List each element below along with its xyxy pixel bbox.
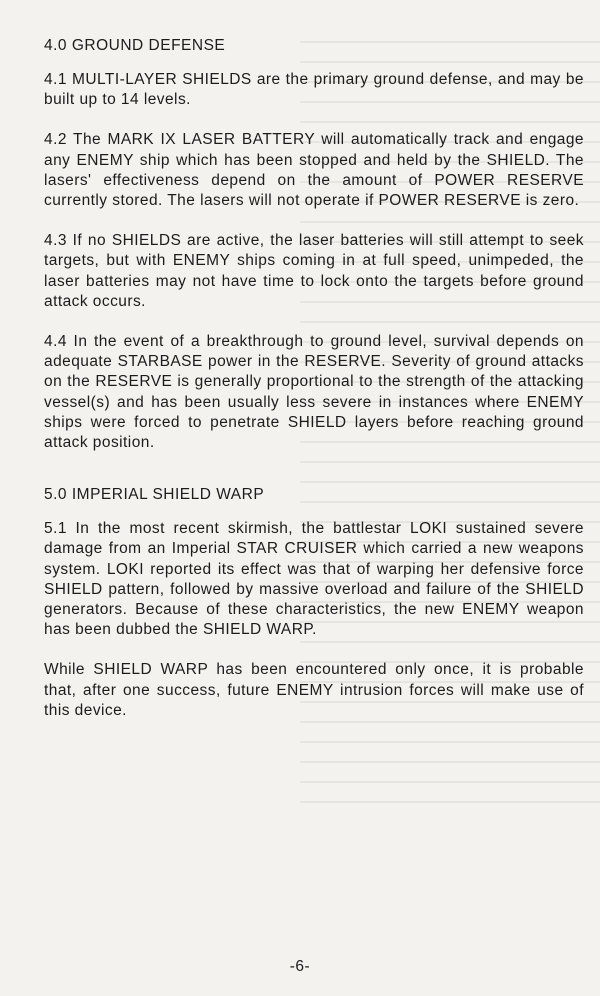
paragraph-5-1: 5.1 In the most recent skirmish, the battlestar LOKI sustained severe damage from an Imperial STAR CRUISER which carried a new weapons system. LOKI reported its effect was that of warping her defensive force SHIELD pattern, followed by massive overload and failure of the SHIELD generators. Because of these characteristics, the new ENEMY weapon has been dubbed the SHIELD WARP.	[44, 520, 584, 639]
section-heading-imperial-shield-warp: 5.0 IMPERIAL SHIELD WARP	[44, 486, 265, 504]
paragraph-4-3: 4.3 If no SHIELDS are active, the laser batteries will still attempt to seek targets, but with ENEMY ships coming in at full speed, unimpeded, the laser batteries may not have time to lock onto the targets before ground attack occurs.	[44, 232, 584, 310]
page-content	[44, 36, 584, 721]
page-number: -6-	[289, 958, 311, 975]
paragraph-4-2: 4.2 The MARK IX LASER BATTERY will automatically track and engage any ENEMY ship which has been stopped and held by the SHIELD. The lasers' effectiveness depend on the amount of POWER RESERVE currently stored. The lasers will not operate if POWER RESERVE is zero.	[44, 131, 584, 210]
paragraph-4-4: 4.4 In the event of a breakthrough to ground level, survival depends on adequate STARBASE power in the RESERVE. Severity of ground attacks on the RESERVE is generally proportional to the strength of the attacking vessel(s) and has been usually less severe in instances where ENEMY ships were forced to penetrate SHIELD layers before reaching ground attack position.	[44, 333, 584, 452]
paragraph-4-1: 4.1 MULTI-LAYER SHIELDS are the primary ground defense, and may be built up to 14 levels.	[44, 71, 584, 109]
paragraph-shield-warp-note: While SHIELD WARP has been encountered only once, it is probable that, after one success, future ENEMY intrusion forces will make use of this device.	[44, 661, 584, 719]
section-heading-ground-defense: 4.0 GROUND DEFENSE	[44, 37, 226, 54]
